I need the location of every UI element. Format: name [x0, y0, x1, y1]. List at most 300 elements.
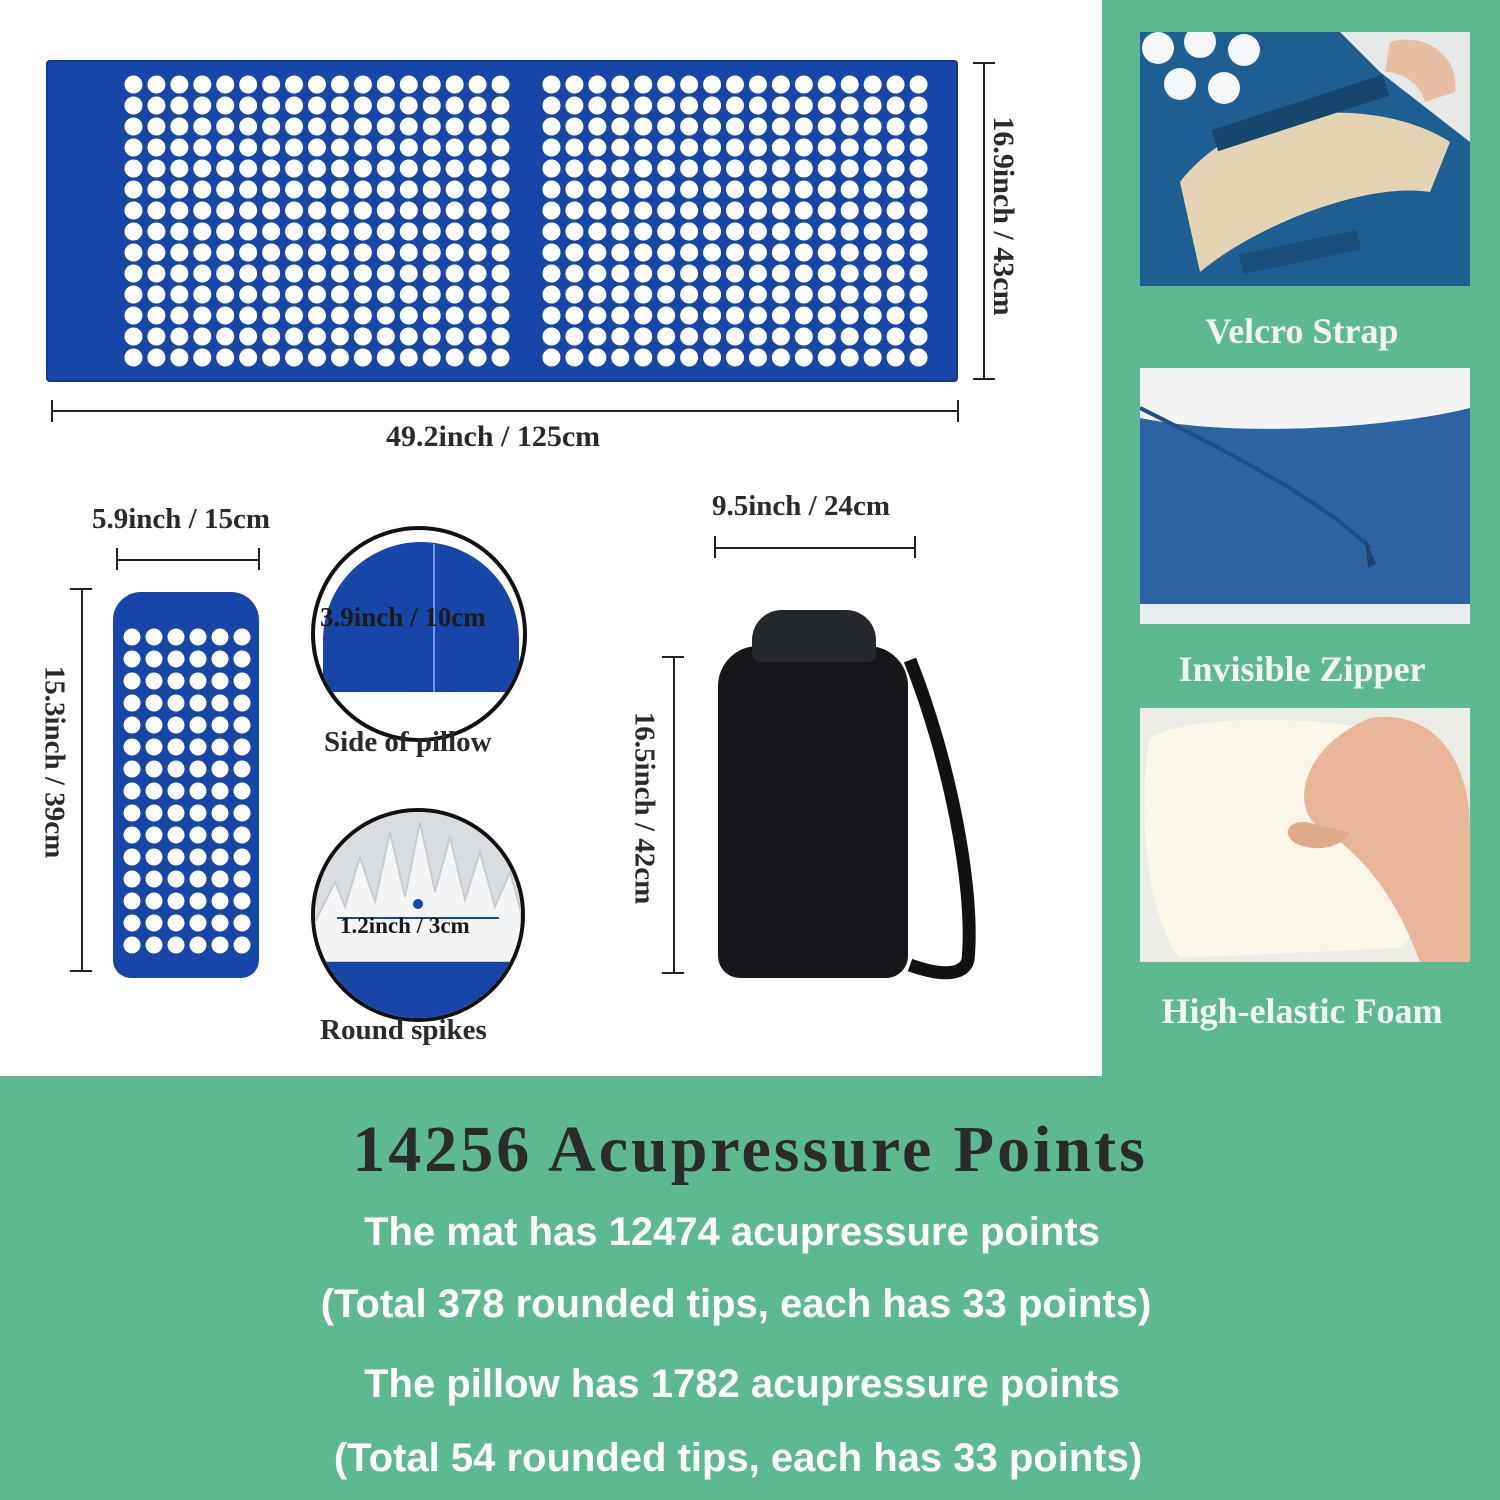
pillow-spike [212, 915, 229, 932]
pillow-spike [190, 761, 207, 778]
mat-spike [354, 181, 372, 199]
mat-spike [634, 118, 652, 136]
mat-height-tick-top [973, 62, 995, 64]
mat-spike [354, 223, 372, 241]
round-spikes-dimension-label: 1.2inch / 3cm [340, 913, 470, 938]
mat-spike [887, 244, 905, 262]
mat-spike [565, 160, 583, 178]
mat-spike [680, 181, 698, 199]
pillow-spike [190, 849, 207, 866]
mat-spike [588, 118, 606, 136]
mat-spike [611, 307, 629, 325]
mat-spike [703, 160, 721, 178]
pillow-spike [124, 849, 141, 866]
mat-spike [446, 181, 464, 199]
mat-spike [910, 139, 928, 157]
pillow-spike [190, 893, 207, 910]
mat-spike [611, 160, 629, 178]
foam-label: High-elastic Foam [1161, 991, 1443, 1031]
mat-spike [469, 286, 487, 304]
mat-spike [423, 181, 441, 199]
mat-spike [308, 328, 326, 346]
mat-spike [588, 181, 606, 199]
mat-spike [910, 223, 928, 241]
pillow-spike [168, 849, 185, 866]
mat-spike [124, 97, 142, 115]
mat-spike [331, 307, 349, 325]
mat-spike [726, 139, 744, 157]
mat-spike [147, 97, 165, 115]
mat-spike [657, 307, 675, 325]
mat-spike [285, 202, 303, 220]
mat-spike [680, 307, 698, 325]
mat-spike [657, 118, 675, 136]
mat-spike [749, 160, 767, 178]
pillow-spike [124, 717, 141, 734]
mat-spike [887, 328, 905, 346]
pillow-length-dimension-line [81, 588, 83, 972]
mat-spike [703, 244, 721, 262]
mat-spike [400, 160, 418, 178]
mat-spike [239, 286, 257, 304]
mat-spike [841, 139, 859, 157]
mat-spike [193, 97, 211, 115]
mat-spike [469, 349, 487, 367]
mat-spike [308, 202, 326, 220]
mat-spike [377, 181, 395, 199]
mat-spike [703, 97, 721, 115]
mat-spike [680, 76, 698, 94]
mat-spike [469, 139, 487, 157]
mat-spike [565, 328, 583, 346]
mat-spike [726, 97, 744, 115]
pillow-spike [146, 827, 163, 844]
mat-spike [795, 265, 813, 283]
storage-bag-drawstring-top [752, 610, 876, 662]
mat-width-dimension-line [52, 410, 958, 412]
pillow-spike [146, 761, 163, 778]
mat-spike [772, 97, 790, 115]
mat-spike [423, 244, 441, 262]
mat-spike [446, 244, 464, 262]
mat-spike [469, 181, 487, 199]
pillow-spike [212, 893, 229, 910]
mat-spike [170, 286, 188, 304]
mat-spike [377, 244, 395, 262]
mat-spike [795, 97, 813, 115]
mat-spike [331, 349, 349, 367]
mat-spike [703, 328, 721, 346]
pillow-spike [234, 695, 251, 712]
bag-width-dimension-line [715, 547, 915, 549]
pillow-spike [168, 915, 185, 932]
mat-spike [193, 307, 211, 325]
mat-spike [216, 202, 234, 220]
mat-spike [492, 265, 510, 283]
mat-spike [910, 286, 928, 304]
pillow-spike [168, 717, 185, 734]
mat-spike [147, 328, 165, 346]
mat-spike [354, 160, 372, 178]
mat-spike [285, 118, 303, 136]
mat-spike [726, 160, 744, 178]
pillow-spike [124, 673, 141, 690]
mat-spike [772, 244, 790, 262]
mat-spike [887, 118, 905, 136]
mat-spike [170, 139, 188, 157]
mat-spike [841, 223, 859, 241]
mat-spike [469, 118, 487, 136]
pillow-spike [124, 739, 141, 756]
mat-spike [446, 223, 464, 241]
mat-spike [565, 76, 583, 94]
mat-spike [124, 202, 142, 220]
mat-spike [772, 223, 790, 241]
pillow-spike [234, 673, 251, 690]
mat-spike [170, 349, 188, 367]
pillow-spike [212, 695, 229, 712]
bag-height-tick-top [662, 656, 684, 658]
mat-spike [542, 286, 560, 304]
pillow-spike [124, 629, 141, 646]
mat-spike [170, 328, 188, 346]
mat-spike [680, 97, 698, 115]
mat-spike [542, 328, 560, 346]
pillow-width-tick-left [116, 548, 118, 570]
mat-spike [124, 349, 142, 367]
mat-spike [354, 118, 372, 136]
mat-spike [193, 349, 211, 367]
pillow-spike [124, 827, 141, 844]
mat-spike [308, 76, 326, 94]
pillow-spike [168, 651, 185, 668]
pillow-spike [190, 695, 207, 712]
mat-spike [841, 76, 859, 94]
pillow-spike [190, 717, 207, 734]
pillow-spike [124, 915, 141, 932]
mat-spike [446, 97, 464, 115]
mat-width-tick-right [957, 400, 959, 422]
mat-spike [634, 160, 652, 178]
mat-spike [492, 76, 510, 94]
mat-spike [239, 223, 257, 241]
mat-spike [124, 244, 142, 262]
pillow-spike [124, 651, 141, 668]
mat-spike [239, 139, 257, 157]
pillow-spike [146, 695, 163, 712]
pillow-spike [190, 805, 207, 822]
pillow-spike [234, 739, 251, 756]
pillow-spike [168, 937, 185, 954]
pillow-spike [190, 937, 207, 954]
mat-spike [308, 349, 326, 367]
mat-spike [749, 223, 767, 241]
mat-spike [124, 328, 142, 346]
mat-spike [565, 202, 583, 220]
mat-spike [285, 349, 303, 367]
mat-spike [262, 97, 280, 115]
mat-spike [262, 160, 280, 178]
mat-spike [469, 244, 487, 262]
mat-spike [262, 328, 280, 346]
mat-spike [887, 139, 905, 157]
mat-height-tick-bottom [973, 378, 995, 380]
bag-width-label: 9.5inch / 24cm [712, 490, 891, 522]
mat-spike [239, 76, 257, 94]
mat-spike [565, 244, 583, 262]
mat-spike [657, 244, 675, 262]
mat-spike [772, 139, 790, 157]
mat-spike [469, 223, 487, 241]
mat-spike [423, 328, 441, 346]
mat-spike [657, 202, 675, 220]
pillow-spike [168, 783, 185, 800]
pillow-side-dimension-label: 3.9inch / 10cm [320, 602, 486, 632]
mat-spike [492, 97, 510, 115]
mat-spike [864, 160, 882, 178]
mat-spike [285, 97, 303, 115]
mat-spike [864, 76, 882, 94]
mat-spike [795, 139, 813, 157]
mat-spike [124, 181, 142, 199]
mat-spike [170, 265, 188, 283]
pillow-spike [124, 937, 141, 954]
mat-spike [308, 286, 326, 304]
pillow-spike [212, 651, 229, 668]
mat-spike [262, 223, 280, 241]
mat-spike [634, 223, 652, 241]
mat-spike [772, 265, 790, 283]
mat-spike [680, 223, 698, 241]
mat-spike [910, 118, 928, 136]
mat-spike [331, 118, 349, 136]
mat-spike [147, 349, 165, 367]
mat-spike [331, 286, 349, 304]
mat-spike [864, 286, 882, 304]
mat-spike [749, 328, 767, 346]
mat-spike [634, 244, 652, 262]
pillow-spike [212, 783, 229, 800]
pillow-spike [146, 937, 163, 954]
pillow-spike [190, 915, 207, 932]
pillow-spike [124, 893, 141, 910]
mat-spike [795, 181, 813, 199]
mat-spike [377, 307, 395, 325]
headline: 14256 Acupressure Points [352, 1113, 1148, 1186]
mat-spike [657, 76, 675, 94]
mat-spike [726, 223, 744, 241]
mat-spike [841, 160, 859, 178]
mat-spike [285, 307, 303, 325]
mat-spike [193, 160, 211, 178]
mat-spike [492, 307, 510, 325]
mat-spike [680, 328, 698, 346]
mat-spike [354, 265, 372, 283]
mat-spike [634, 307, 652, 325]
mat-spike [193, 244, 211, 262]
invisible-zipper-label: Invisible Zipper [1178, 649, 1426, 689]
mat-spike [588, 307, 606, 325]
mat-spike [147, 286, 165, 304]
mat-spike [170, 97, 188, 115]
mat-spike [377, 328, 395, 346]
mat-spike [910, 307, 928, 325]
mat-spike [239, 307, 257, 325]
pillow-length-tick-bottom [70, 970, 92, 972]
mat-spike [749, 265, 767, 283]
invisible-zipper-photo [1140, 368, 1470, 624]
mat-spike [772, 181, 790, 199]
mat-spike [492, 286, 510, 304]
pillow-spike [168, 695, 185, 712]
mat-spike [377, 97, 395, 115]
mat-spike [703, 76, 721, 94]
mat-spike [377, 139, 395, 157]
mat-spike [795, 349, 813, 367]
mat-spike [657, 328, 675, 346]
mat-spike [285, 139, 303, 157]
bag-height-tick-bottom [662, 972, 684, 974]
mat-points-line: The mat has 12474 acupressure points [364, 1210, 1100, 1254]
mat-spike [354, 307, 372, 325]
mat-spike [588, 202, 606, 220]
mat-spike [469, 328, 487, 346]
mat-spike [377, 223, 395, 241]
mat-spike [542, 244, 560, 262]
pillow-spike [124, 761, 141, 778]
mat-spike [542, 349, 560, 367]
pillow-points-line: The pillow has 1782 acupressure points [364, 1362, 1120, 1406]
mat-spike [423, 160, 441, 178]
mat-spike [703, 307, 721, 325]
mat-spike [354, 97, 372, 115]
pillow-spike [146, 893, 163, 910]
mat-spike [492, 349, 510, 367]
mat-spike [634, 97, 652, 115]
mat-spike [331, 265, 349, 283]
mat-spike [170, 181, 188, 199]
mat-spike [400, 139, 418, 157]
mat-spike [818, 286, 836, 304]
mat-spike [565, 307, 583, 325]
mat-spike [193, 328, 211, 346]
acupressure-pillow [113, 592, 259, 978]
mat-spike [331, 76, 349, 94]
mat-spike [262, 349, 280, 367]
mat-spike [446, 202, 464, 220]
mat-spike [588, 223, 606, 241]
mat-spike [492, 244, 510, 262]
pillow-spike [124, 805, 141, 822]
mat-spike [170, 202, 188, 220]
mat-spike [749, 202, 767, 220]
mat-spike [611, 181, 629, 199]
mat-spike [469, 307, 487, 325]
mat-spike [910, 244, 928, 262]
mat-spike [565, 97, 583, 115]
mat-spike [726, 307, 744, 325]
mat-spike [308, 118, 326, 136]
pillow-spike-field [121, 626, 253, 956]
mat-spike [795, 76, 813, 94]
mat-spike [795, 118, 813, 136]
pillow-length-tick-top [70, 588, 92, 590]
mat-spike [423, 118, 441, 136]
pillow-spike [146, 915, 163, 932]
mat-spike [910, 181, 928, 199]
mat-spike [239, 349, 257, 367]
mat-spike [887, 181, 905, 199]
pillow-spike [124, 871, 141, 888]
mat-spike [749, 181, 767, 199]
mat-spike [864, 244, 882, 262]
mat-spike [446, 286, 464, 304]
pillow-spike [234, 937, 251, 954]
mat-spike [400, 202, 418, 220]
mat-spike [262, 181, 280, 199]
mat-spike [588, 328, 606, 346]
mat-spike [170, 307, 188, 325]
pillow-spike [168, 805, 185, 822]
mat-spike [611, 202, 629, 220]
mat-spike [818, 97, 836, 115]
mat-spike [864, 202, 882, 220]
mat-spike [239, 328, 257, 346]
mat-spike [818, 139, 836, 157]
mat-spike [657, 97, 675, 115]
pillow-spike [212, 717, 229, 734]
mat-spike [308, 307, 326, 325]
mat-spike [887, 97, 905, 115]
bag-height-label: 16.5inch / 42cm [628, 711, 661, 905]
mat-spike [657, 286, 675, 304]
pillow-spike [212, 761, 229, 778]
mat-spike [795, 202, 813, 220]
mat-spike [772, 160, 790, 178]
mat-spike [772, 307, 790, 325]
pillow-spike [146, 805, 163, 822]
mat-spike [262, 118, 280, 136]
mat-spike [147, 265, 165, 283]
mat-spike [331, 139, 349, 157]
mat-spike [216, 160, 234, 178]
pillow-spike [146, 651, 163, 668]
mat-spike [469, 76, 487, 94]
mat-spike [887, 160, 905, 178]
mat-spike [446, 349, 464, 367]
mat-height-label: 16.9inch / 43cm [987, 116, 1020, 316]
mat-spike [657, 223, 675, 241]
pillow-spike [212, 739, 229, 756]
mat-spike [542, 139, 560, 157]
mat-spike [124, 286, 142, 304]
mat-spike [492, 160, 510, 178]
mat-spike [910, 202, 928, 220]
mat-spike [331, 328, 349, 346]
mat-spike [193, 76, 211, 94]
pillow-side-callout [311, 526, 527, 742]
mat-spike [588, 265, 606, 283]
mat-spike [588, 349, 606, 367]
mat-spike [147, 181, 165, 199]
mat-spike [795, 307, 813, 325]
mat-spike [818, 202, 836, 220]
mat-spike [680, 244, 698, 262]
bag-height-dimension-line [673, 656, 675, 974]
mat-spike [703, 223, 721, 241]
pillow-spike [168, 871, 185, 888]
mat-tips-line: (Total 378 rounded tips, each has 33 points) [320, 1282, 1152, 1326]
